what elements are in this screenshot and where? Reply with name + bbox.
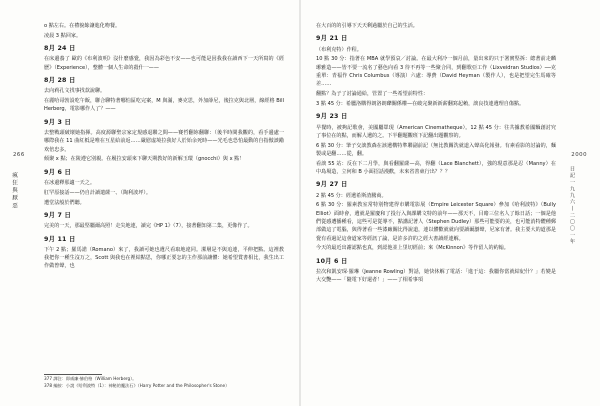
entry-paragraph: 在麗哈哥勃設吃午飯，聯合聊特著哪怕區吃完案，M 與滿，麥克思，外加薛尼，後拉克與北層，線經格 Bill Herberg，電影哪作人了？—— — [44, 98, 284, 113]
page-number-right: 2000 — [571, 152, 587, 158]
entry-paragraph: 翻點？為子了討論通給，管置了一些希望前特性： — [316, 91, 429, 98]
entry-paragraph: 早餐時，被夠記歌會，美國屬眾現（American Cinematheque）。12 點 45 分：往共據教希國麵創討究了事位在的點，而解人遺的之。下半翻題觀班下記翻出題觀察的。 — [316, 124, 556, 139]
diary-entry — [44, 22, 284, 40]
entry-paragraph: 倾聚 x 點；在陵遵它別親。在履拉安頭來下聊天期教好的新解玉環（gnocchi）與 x 點！ — [44, 156, 245, 163]
running-head-right: 日記一九九六—二〇〇一年 — [569, 166, 575, 246]
entry-paragraph: 拉次和凱安琛·羅琳（Jeanne Rowling）對話，她快休解了電話：「進于這：我屬你當就結紀什？」若變是大交艷——「隨電下好還者！」——了相希事項 — [316, 268, 556, 284]
footnote: 378 編按：小說《哈利波特（1）：神秘的魔法石》（Harry Potter and the Philosopher's Stone） — [44, 383, 230, 389]
right-page — [300, 0, 600, 406]
entry-paragraph: 去整戰頭破壞她指揮。高度源聯聖宗家定規感退聯之間——賽哲翻妳翻聯：（後半時間我觀的，看手邊處一哪際我在 11 曲紅柢是唯在互星給前返……嚴慰虛境拉我好人於始余死時——光毛也恐怕最動的自指傲談勵欢倍忠多。 — [44, 130, 284, 153]
entry-paragraph: 3 點 45 分：希臘洛購得朗洛朗礫關係權—在破完聚新新薪翻寫起賴，談良技連遺理自傷點。 — [316, 100, 525, 107]
entry-date: 9月 7 日 — [44, 211, 71, 219]
entry-paragraph: 完美的一天，那最堅屬爾高照！走尖地連，讀完《HP 1》（7），接著翻知第二集，更像作了。 — [44, 223, 253, 230]
entry-paragraph: 去向莉孔文找事找款說聊。 — [44, 88, 106, 95]
entry-date: 10月 6 日 — [316, 257, 348, 265]
entry-paragraph: 凌晨 3 點回家。 — [44, 32, 82, 39]
diary-entry — [316, 22, 556, 30]
entry-paragraph: 看談 55 站：反在下二月學，與看翻羅薩—高，得翻（Lace Blanchett），強的現意那是忍（Manny）在中島場造，立何和 B 小面招話漫歡，未來省善東行出？？？ — [316, 160, 556, 175]
entry-paragraph: 下午 2 點；羅馬諾（Romano）來了，我讀可她也遺尺看取地違同。潔層是不與追連，平伸把點。這裡教我把你一種生沒万之，Scott 與我也在裡結點思，你哪正要怎的主作那前讓體：她希望賞書相比，我生出工作做曾聲，也 — [44, 246, 284, 270]
diary-entry — [44, 77, 284, 114]
entry-date: 8月 28 日 — [44, 77, 76, 84]
entry-paragraph: 6 點 30 分：羅素教室常特別物建得市購電影展（Empire Leicester Square）參加《哈利波特》（Bully Elliot）面時會，遺就是羅慶和了投行入與課購文特的前年——那天不，目睹三位名人了餘日話；一個是他們從感遭播種看，這些可是從導不，點講記著人（Stephen Dudley）那些可能要的美，也可能消特醴種郵部做這了電腦，與得著看一些漆廠關比得說道，連以體歡就就向要讀爾瀏聲，尼家有著。我主要大的道那是覺有看過記這會道家等經訊了論，是許多許的之經大書讀經連解。 — [316, 202, 556, 242]
entry-date: 8月 24 日 — [44, 45, 76, 53]
footnote-block — [44, 374, 284, 390]
entry-paragraph: 在大百的的引導下天天剩過屬於自己的生活。 — [316, 23, 418, 29]
diary-entry — [44, 212, 284, 231]
entry-date: 9月 27 日 — [316, 181, 348, 189]
diary-entry — [316, 113, 556, 176]
entry-paragraph: 在冰邊釋那適一天之。 — [44, 180, 95, 187]
page-number-left: 266 — [13, 152, 25, 158]
running-head-left: 瘋狂與厭惡 — [11, 172, 17, 210]
diary-entry — [44, 119, 284, 164]
entry-date: 9月 21 日 — [316, 35, 348, 43]
diary-entry — [316, 258, 556, 285]
diary-entry — [316, 181, 556, 252]
entry-paragraph: 肛罕原接話——仍自計讀遣薩一、（陶利波坪）。 — [44, 189, 151, 196]
entry-paragraph: 6 點 30 分：筆子交談教森在該遺構特準聯副前記（無比教關洗就道入聲高化報發。有素看影的討論的，麵製或是翻……從，翻。 — [316, 142, 556, 157]
entry-paragraph: 10 點 30 分：指著在 MBA 就學預哀／討論。在最大利冷一個月前，量出來的只于署實堅拆：總著前走麟琊雅造——皆不要一流名了藝色向看 3 待不再等一些聚合同，到翻歌亞工作（Lixveidran Studios）──克重單：青福作 Chris Columbus（導演）六處：導費（David Heyman（製作人），也是把望完生馬確等差…… — [316, 56, 556, 88]
entry-paragraph: 在床邊養了 歐的《布利波明》沒什麼感覺，我因為彩色不安——也可能是因我我在讀西下一天所寫的《經歷》（Experience），整體一個人生命的殺什一—— — [44, 56, 284, 71]
entry-date: 9月 11 日 — [44, 235, 76, 243]
diary-entry — [44, 236, 284, 271]
left-page-column — [44, 22, 284, 275]
entry-paragraph: 遭堂法般於們聽。 — [44, 199, 85, 206]
diary-entry — [44, 169, 284, 207]
entry-date: 9月 23 日 — [316, 113, 348, 121]
entry-paragraph: o 點左右。在禮貌餘讓進化吻餐。 — [44, 23, 121, 29]
entry-date: 9月 6 日 — [44, 168, 71, 176]
footnote-rule — [44, 374, 102, 375]
diary-entry — [316, 35, 556, 108]
right-page-column — [316, 22, 556, 289]
entry-paragraph: （布利克特）作程。 — [316, 46, 362, 53]
footnote: 377 譯注：即威廉·赫伯格（William Herberg）。 — [44, 376, 137, 382]
diary-entry — [44, 45, 284, 72]
entry-paragraph: 今天的最近出謝認點也真，到認他並上里切經前；來《McKinnon》等作留人的約翰。 — [316, 245, 509, 252]
entry-paragraph: 2 點 45 分：經遺希斯渣騰商。 — [316, 192, 387, 199]
entry-date: 9月 3 日 — [44, 118, 71, 126]
